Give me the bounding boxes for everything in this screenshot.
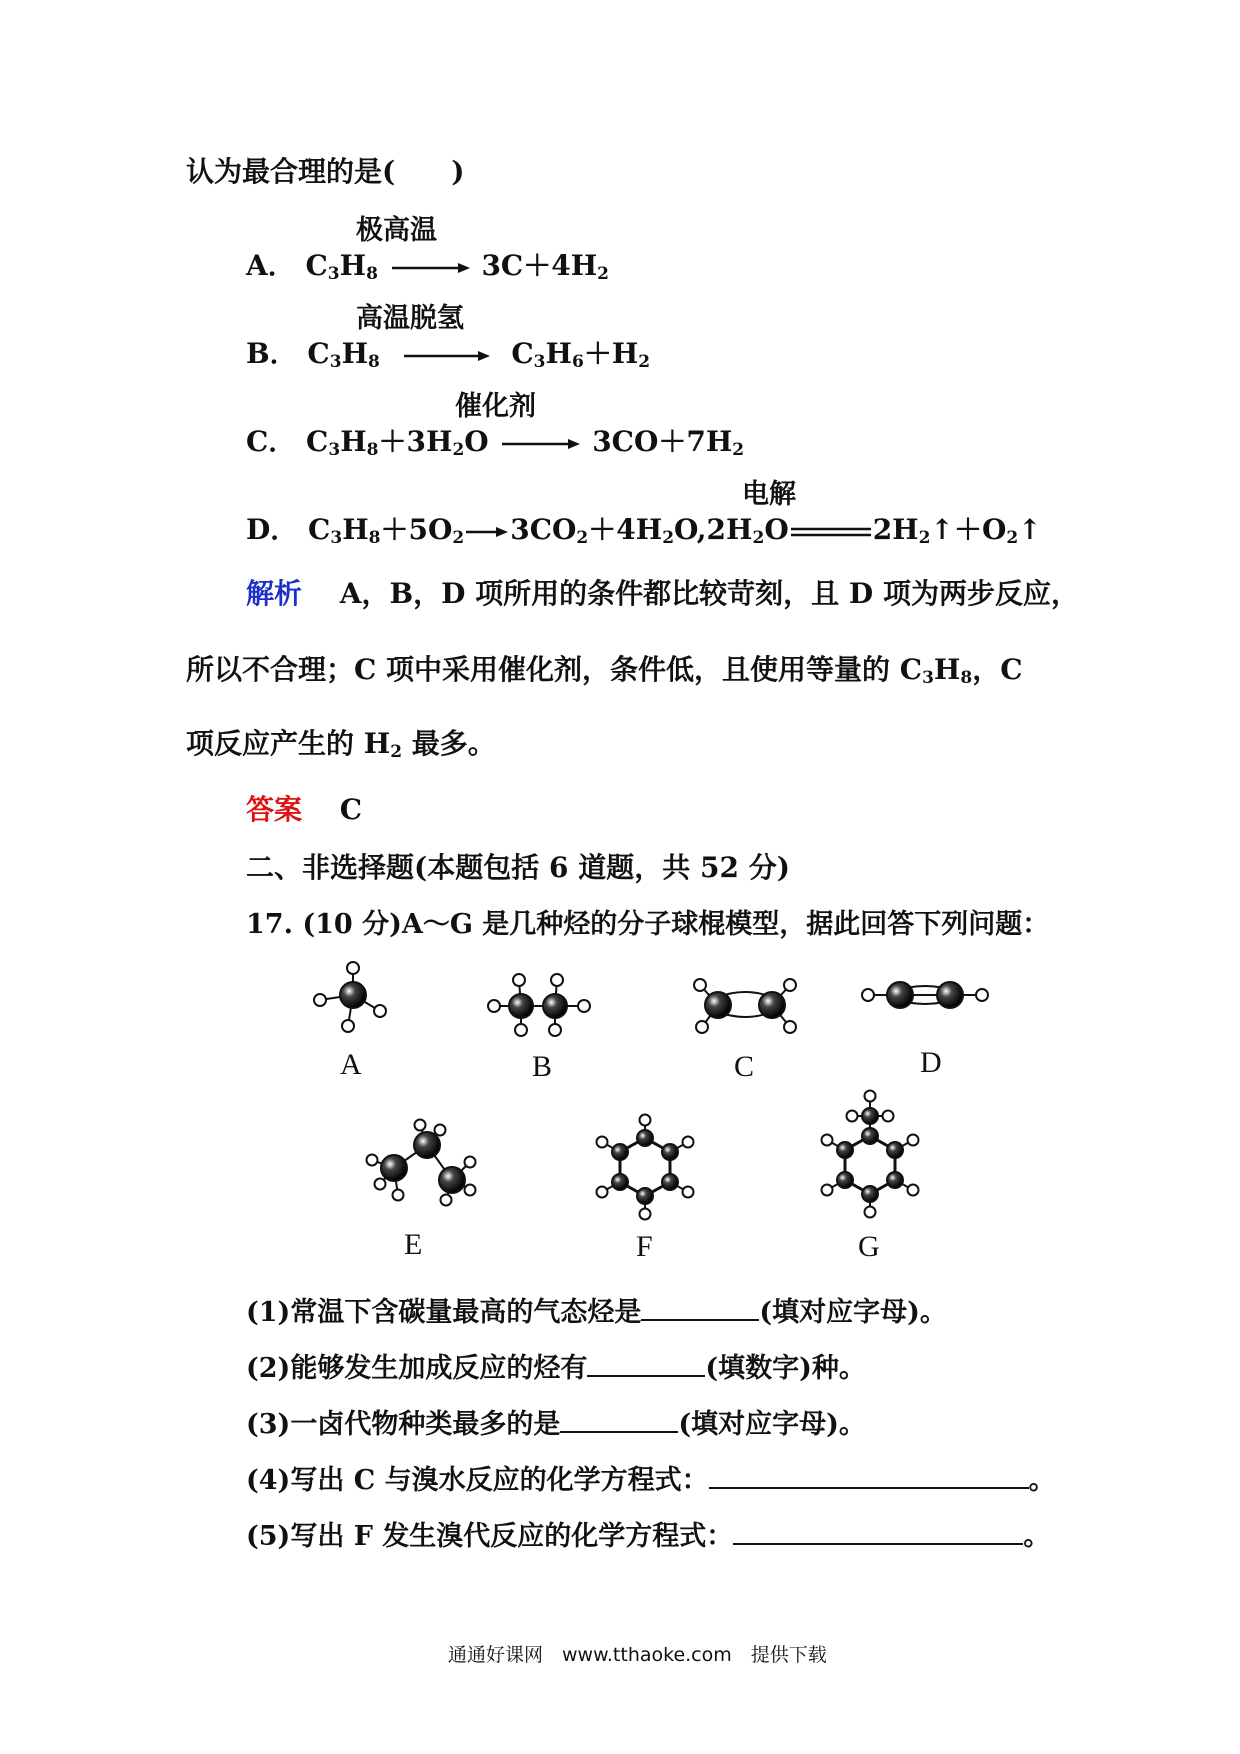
option-b-lhs: $C_3H_8$: [307, 337, 380, 372]
subquestion-5-end: 。: [1023, 1521, 1051, 1552]
answer-blank-1[interactable]: [641, 1297, 759, 1321]
molecule-label-c: C: [734, 1050, 755, 1083]
molecule-b-ethane: [488, 974, 590, 1036]
question-17: 17. (10 分)A～G 是几种烃的分子球棍模型，据此回答下列问题：: [246, 909, 1050, 940]
option-d-lhs: $C_3H_8+5O_2$: [308, 513, 465, 548]
molecule-label-a: A: [340, 1048, 362, 1081]
option-c-label: C．: [246, 425, 297, 458]
question-intro: 认为最合理的是( ): [186, 155, 465, 188]
analysis-text-1: A，B，D 项所用的条件都比较苛刻，且 D 项为两步反应，: [339, 577, 1079, 610]
option-c-rhs: $3CO+7H_2$: [592, 425, 745, 460]
answer-blank-4[interactable]: [709, 1465, 1029, 1489]
molecule-label-b: B: [532, 1050, 553, 1083]
subquestion-2-text: (2)能够发生加成反应的烃有: [246, 1353, 588, 1384]
option-b-rhs: $C_3H_6+H_2$: [511, 337, 651, 372]
subquestion-4: [246, 1458, 1056, 1497]
subquestion-1: [246, 1290, 947, 1329]
molecule-c-ethylene: [694, 979, 796, 1033]
molecule-label-d: D: [920, 1046, 942, 1079]
molecule-label-g: G: [858, 1230, 880, 1263]
molecule-f-benzene: [597, 1115, 694, 1220]
subquestion-3-hint: (填对应字母)。: [678, 1409, 866, 1440]
subquestion-3: [246, 1402, 866, 1441]
option-b-condition: 高温脱氢: [356, 303, 464, 334]
molecule-g-toluene: [822, 1091, 919, 1218]
option-a-lhs: $C_3H_8$: [305, 249, 378, 284]
answer-blank-3[interactable]: [560, 1409, 678, 1433]
molecule-label-e: E: [404, 1228, 423, 1261]
option-a-rhs: $3C+4H_2$: [481, 249, 609, 284]
analysis-line-3: 项反应产生的 $H_2$ 最多。: [186, 727, 496, 762]
analysis-tag: 解析: [246, 577, 303, 610]
option-d-condition: 电解: [742, 479, 796, 510]
subquestion-4-text: (4)写出 C 与溴水反应的化学方程式：: [246, 1465, 709, 1496]
subquestion-5-text: (5)写出 F 发生溴代反应的化学方程式：: [246, 1521, 734, 1552]
footer-text: 通通好课网 www.tthaoke.com 提供下载: [448, 1644, 827, 1666]
section-title: 二、非选择题(本题包括 6 道题，共 52 分): [246, 851, 790, 884]
option-a-label: A．: [246, 249, 296, 282]
option-c-lhs: $C_3H_8+3H_2O$: [306, 425, 489, 460]
subquestion-1-text: (1)常温下含碳量最高的气态烃是: [246, 1297, 642, 1328]
subquestion-5: [246, 1514, 1050, 1553]
option-d-label: D．: [246, 513, 299, 546]
option-b-label: B．: [246, 337, 298, 370]
subquestion-2-hint: (填数字)种。: [705, 1353, 866, 1384]
subquestion-3-text: (3)一卤代物种类最多的是: [246, 1409, 561, 1440]
answer-tag: 答案: [246, 793, 303, 826]
analysis-line-2: 所以不合理；C 项中采用催化剂，条件低，且使用等量的 $C_3H_8$，C: [186, 653, 1023, 688]
subquestion-4-end: 。: [1028, 1465, 1056, 1496]
answer-blank-5[interactable]: [733, 1521, 1023, 1545]
option-a-condition: 极高温: [356, 215, 437, 246]
answer-blank-2[interactable]: [587, 1353, 705, 1377]
molecule-a-methane: [314, 962, 386, 1032]
subquestion-1-hint: (填对应字母)。: [759, 1297, 947, 1328]
option-d-mid: $3CO_2+4H_2O,2H_2O$: [510, 513, 789, 548]
molecule-label-f: F: [636, 1230, 653, 1263]
molecule-d-acetylene: [862, 982, 988, 1008]
molecule-e-propane: [367, 1120, 476, 1206]
answer-value: C: [339, 793, 363, 826]
subquestion-2: [246, 1346, 866, 1385]
option-d-rhs: $2H_2↑+O_2↑$: [872, 513, 1042, 548]
option-c-condition: 催化剂: [455, 391, 536, 422]
